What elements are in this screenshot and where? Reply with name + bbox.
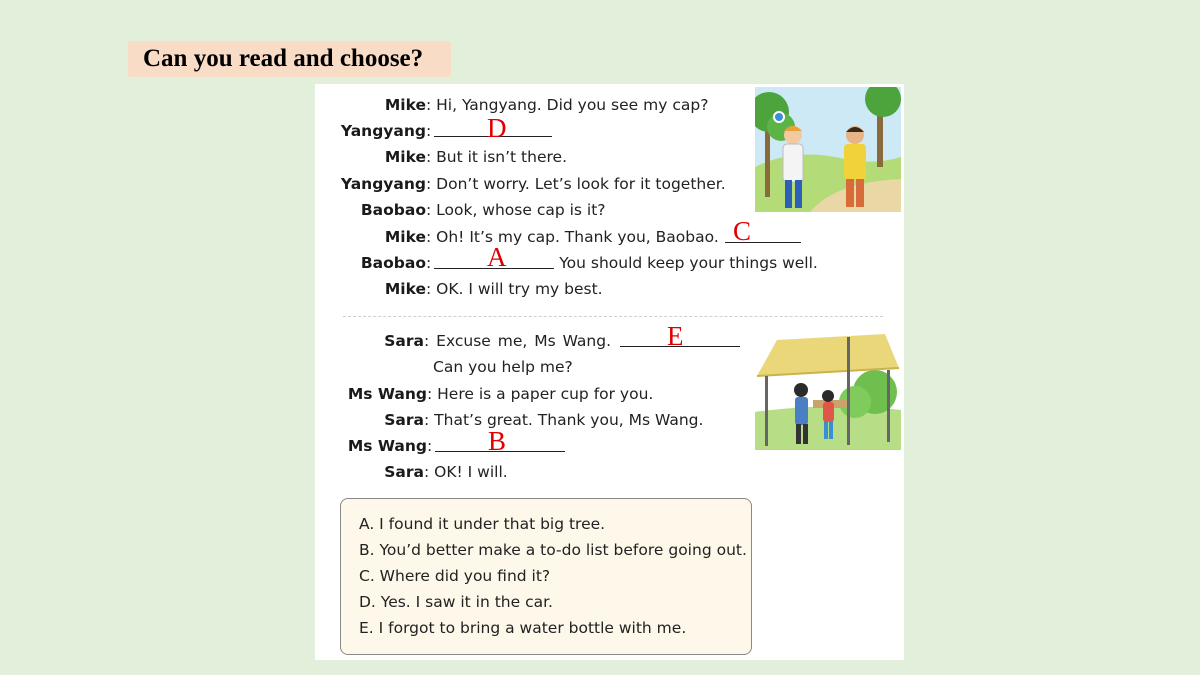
choice-d: D. Yes. I saw it in the car. (359, 593, 553, 611)
line-text: : That’s great. Thank you, Ms Wang. (424, 411, 704, 429)
section-divider (343, 316, 883, 317)
dialogue-line (315, 94, 708, 116)
tent-illustration (755, 332, 901, 450)
choice-c: C. Where did you find it? (359, 567, 551, 585)
answer-e: E (667, 321, 684, 351)
answer-c: C (733, 216, 752, 246)
speaker: Yangyang (340, 175, 426, 193)
line-text: : But it isn’t there. (426, 148, 567, 166)
line-text: You should keep your things well. (559, 254, 818, 272)
line-text: : (427, 437, 433, 455)
dialogue-line (315, 435, 565, 457)
line-text: : Here is a paper cup for you. (427, 385, 654, 403)
speaker: Ms Wang (347, 437, 427, 455)
dialogue-line (315, 120, 552, 142)
line-text: : Don’t worry. Let’s look for it together. (426, 175, 726, 193)
park-illustration (755, 87, 901, 212)
speaker: Sara (384, 463, 424, 481)
dialogue-line (315, 199, 606, 221)
dialogue-line (315, 252, 818, 274)
dialogue-line (315, 461, 508, 483)
worksheet (315, 84, 904, 660)
line-text: : Hi, Yangyang. Did you see my cap? (426, 96, 709, 114)
line-text: Can you help me? (433, 358, 573, 376)
line-text: : Look, whose cap is it? (426, 201, 606, 219)
speaker: Baobao (360, 254, 426, 272)
answer-d: D (487, 113, 507, 143)
line-text: : Oh! It’s my cap. Thank you, Baobao. (426, 228, 719, 246)
dialogue-line (315, 356, 573, 378)
speaker: Sara (384, 411, 424, 429)
choice-e: E. I forgot to bring a water bottle with me. (359, 619, 687, 637)
speaker: Baobao (360, 201, 426, 219)
speaker: Mike (384, 228, 426, 246)
line-text: : OK! I will. (424, 463, 508, 481)
speaker: Mike (384, 96, 426, 114)
dialogue-line (315, 226, 801, 248)
choice-a: A. I found it under that big tree. (359, 515, 606, 533)
choice-b: B. You’d better make a to-do list before going out. (359, 541, 747, 559)
dialogue-line (315, 383, 653, 405)
answer-b: B (488, 426, 507, 456)
line-text: : (426, 122, 432, 140)
line-text: : (426, 254, 432, 272)
line-text: : OK. I will try my best. (426, 280, 603, 298)
choices-box (340, 498, 752, 655)
speaker: Mike (384, 148, 426, 166)
page-title: Can you read and choose? (128, 41, 451, 77)
speaker: Mike (384, 280, 426, 298)
speaker: Sara (384, 332, 424, 350)
dialogue-line (315, 173, 726, 195)
answer-a: A (487, 242, 507, 272)
dialogue-line (315, 409, 703, 431)
speaker: Ms Wang (347, 385, 427, 403)
speaker: Yangyang (340, 122, 426, 140)
dialogue-line (315, 278, 603, 300)
dialogue-line (315, 146, 567, 168)
line-text: : Excuse me, Ms Wang. (424, 332, 612, 350)
